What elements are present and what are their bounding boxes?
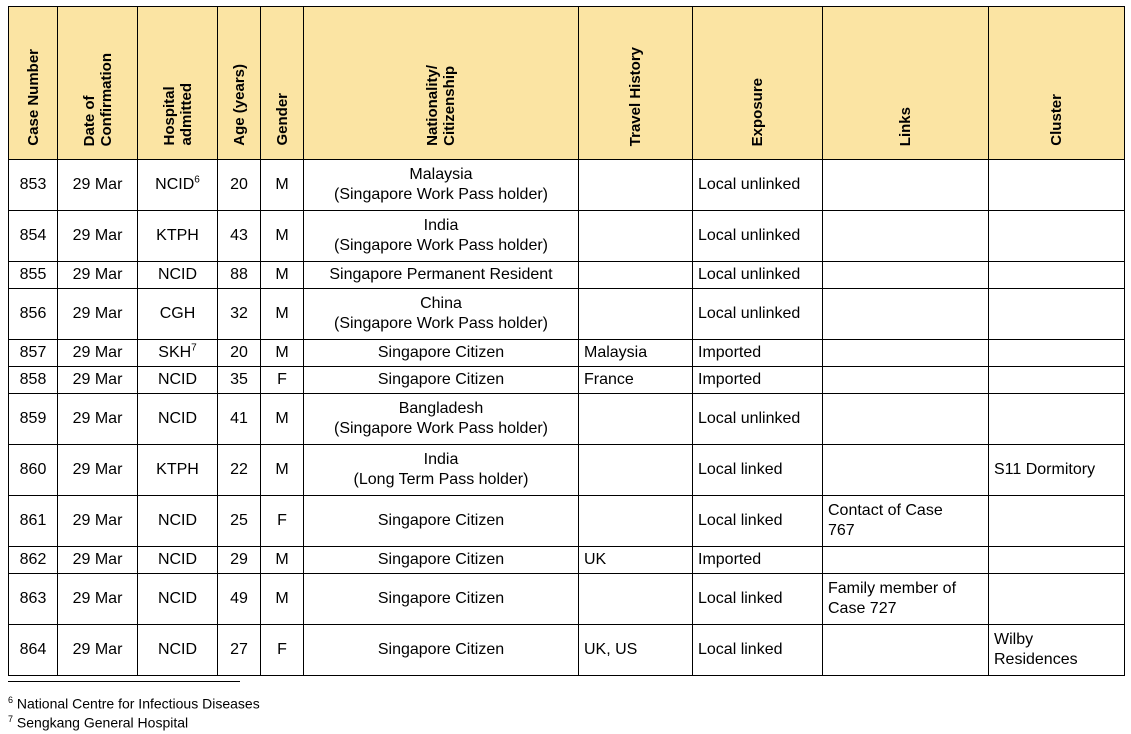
cell-travel-history: [579, 211, 693, 262]
cell-nationality: [304, 289, 579, 340]
header-hospital-admitted: Hospital admitted: [138, 7, 218, 160]
header-cluster: Cluster: [989, 7, 1125, 160]
table-row: [9, 340, 1125, 367]
cell-cluster: [989, 574, 1125, 625]
footnote-marker: 7: [191, 342, 197, 354]
cell-hospital: [138, 367, 218, 394]
cell-age: 49: [218, 574, 261, 625]
cell-gender: M: [261, 262, 304, 289]
cell-cluster-line: Wilby: [994, 631, 1034, 648]
cell-travel-history: [579, 289, 693, 340]
cell-hospital: [138, 547, 218, 574]
cell-travel-history: UK: [579, 547, 693, 574]
header-exposure: Exposure: [693, 7, 823, 160]
table-row: [9, 625, 1125, 676]
cell-case-number: 860: [9, 445, 58, 496]
cell-exposure: Local unlinked: [693, 394, 823, 445]
cell-case-number: 854: [9, 211, 58, 262]
cell-travel-history: [579, 445, 693, 496]
cell-case-number: 861: [9, 496, 58, 547]
cell-case-number: 862: [9, 547, 58, 574]
cell-cluster-line: Residences: [994, 651, 1078, 668]
header-date-of-confirmation: Date of Confirmation: [58, 7, 138, 160]
cell-nationality-line: (Singapore Work Pass holder): [333, 186, 549, 203]
cell-nationality-line: Singapore Permanent Resident: [329, 266, 553, 283]
cell-cluster: [989, 394, 1125, 445]
cell-nationality-line: Singapore Citizen: [377, 551, 505, 568]
cell-nationality: [304, 160, 579, 211]
cell-cluster: [989, 625, 1125, 676]
cell-exposure: Local linked: [693, 625, 823, 676]
cell-links-line: Family member of: [828, 580, 957, 597]
cell-date: 29 Mar: [58, 445, 138, 496]
cell-date: 29 Mar: [58, 547, 138, 574]
cell-date: 29 Mar: [58, 367, 138, 394]
cell-cluster: [989, 262, 1125, 289]
case-table: [8, 6, 1125, 676]
header-row: [9, 7, 1125, 160]
cell-nationality: [304, 445, 579, 496]
cell-links: [823, 160, 989, 211]
cell-nationality-line: China: [420, 295, 462, 312]
table-row: [9, 211, 1125, 262]
cell-age: 22: [218, 445, 261, 496]
footnote-7: $^7$ Sengkang General Hospital: [8, 714, 189, 731]
cell-date: 29 Mar: [58, 160, 138, 211]
cell-exposure: Local linked: [693, 496, 823, 547]
table-row: [9, 547, 1125, 574]
table-row: [9, 367, 1125, 394]
cell-date: 29 Mar: [58, 574, 138, 625]
cell-nationality-line: India: [423, 217, 459, 234]
table-row: [9, 289, 1125, 340]
cell-links: [823, 289, 989, 340]
cell-travel-history: [579, 160, 693, 211]
hospital-code: NCID: [155, 176, 195, 193]
cell-gender: M: [261, 160, 304, 211]
cell-travel-history: Malaysia: [579, 340, 693, 367]
cell-age: 32: [218, 289, 261, 340]
cell-age: 41: [218, 394, 261, 445]
cell-gender: M: [261, 289, 304, 340]
hospital-code: KTPH: [156, 461, 199, 478]
hospital-code: NCID: [157, 590, 198, 607]
cell-nationality-line: (Singapore Work Pass holder): [333, 420, 549, 437]
table-row: [9, 394, 1125, 445]
cell-cluster: [989, 340, 1125, 367]
cell-nationality: [304, 394, 579, 445]
cell-age: 20: [218, 340, 261, 367]
footnote-6: $^6$ National Centre for Infectious Diseases: [8, 695, 260, 712]
cell-hospital: [138, 160, 218, 211]
hospital-code: NCID: [157, 551, 198, 568]
table-row: [9, 445, 1125, 496]
cell-exposure: Local unlinked: [693, 211, 823, 262]
cell-hospital: [138, 496, 218, 547]
cell-nationality: [304, 574, 579, 625]
hospital-code: NCID: [157, 371, 198, 388]
header-case-number: Case Number: [9, 7, 58, 160]
cell-case-number: 853: [9, 160, 58, 211]
table-body: [9, 160, 1125, 676]
cell-hospital: [138, 625, 218, 676]
cell-gender: M: [261, 547, 304, 574]
cell-cluster: [989, 445, 1125, 496]
cell-links: [823, 367, 989, 394]
cell-hospital: [138, 262, 218, 289]
table-row: [9, 574, 1125, 625]
cell-nationality-line: Singapore Citizen: [377, 371, 505, 388]
cell-links: [823, 547, 989, 574]
cell-case-number: 863: [9, 574, 58, 625]
cell-age: 25: [218, 496, 261, 547]
cell-case-number: 864: [9, 625, 58, 676]
cell-nationality: [304, 625, 579, 676]
cell-nationality-line: Singapore Citizen: [377, 590, 505, 607]
cell-hospital: [138, 340, 218, 367]
header-travel-history: Travel History: [579, 7, 693, 160]
cell-nationality-line: Singapore Citizen: [377, 641, 505, 658]
cell-date: 29 Mar: [58, 496, 138, 547]
cell-cluster: [989, 496, 1125, 547]
cell-date: 29 Mar: [58, 262, 138, 289]
cell-travel-history: UK, US: [579, 625, 693, 676]
header-links: Links: [823, 7, 989, 160]
cell-exposure: Local unlinked: [693, 160, 823, 211]
cell-links: [823, 340, 989, 367]
cell-date: 29 Mar: [58, 211, 138, 262]
cell-links: [823, 445, 989, 496]
cell-hospital: [138, 211, 218, 262]
cell-hospital: [138, 574, 218, 625]
cell-travel-history: [579, 394, 693, 445]
cell-exposure: Imported: [693, 367, 823, 394]
cell-nationality: [304, 211, 579, 262]
cell-nationality-line: (Singapore Work Pass holder): [333, 315, 549, 332]
cell-cluster: [989, 547, 1125, 574]
cell-links-line: 767: [828, 522, 855, 539]
cell-date: 29 Mar: [58, 625, 138, 676]
cell-exposure: Local linked: [693, 574, 823, 625]
cell-nationality: [304, 547, 579, 574]
table-row: [9, 160, 1125, 211]
cell-gender: F: [261, 496, 304, 547]
cell-links-line: Case 727: [828, 600, 897, 617]
cell-links: [823, 625, 989, 676]
cell-exposure: Local unlinked: [693, 289, 823, 340]
cell-links: [823, 496, 989, 547]
cell-age: 43: [218, 211, 261, 262]
cell-links: [823, 262, 989, 289]
cell-date: 29 Mar: [58, 394, 138, 445]
cell-gender: M: [261, 211, 304, 262]
hospital-code: NCID: [157, 512, 198, 529]
cell-links-line: Contact of Case: [828, 502, 943, 519]
header-age: Age (years): [218, 7, 261, 160]
footnote-marker: 6: [194, 174, 200, 186]
hospital-code: CGH: [159, 305, 196, 322]
hospital-code: KTPH: [156, 227, 199, 244]
cell-exposure: Local unlinked: [693, 262, 823, 289]
cell-gender: F: [261, 625, 304, 676]
cell-date: 29 Mar: [58, 289, 138, 340]
cell-hospital: [138, 445, 218, 496]
cell-gender: M: [261, 445, 304, 496]
cell-nationality: [304, 262, 579, 289]
cell-gender: M: [261, 340, 304, 367]
cell-cluster: [989, 367, 1125, 394]
cell-cluster-line: S11 Dormitory: [994, 461, 1096, 478]
cell-nationality-line: India: [423, 451, 459, 468]
cell-nationality-line: (Long Term Pass holder): [353, 471, 529, 488]
cell-exposure: Imported: [693, 340, 823, 367]
cell-case-number: 856: [9, 289, 58, 340]
cell-gender: F: [261, 367, 304, 394]
cell-gender: M: [261, 574, 304, 625]
cell-links: [823, 574, 989, 625]
cell-gender: M: [261, 394, 304, 445]
cell-age: 29: [218, 547, 261, 574]
cell-cluster: [989, 160, 1125, 211]
cell-age: 27: [218, 625, 261, 676]
table-row: [9, 262, 1125, 289]
cell-cluster: [989, 211, 1125, 262]
cell-nationality: [304, 340, 579, 367]
cell-nationality: [304, 496, 579, 547]
hospital-code: NCID: [157, 266, 198, 283]
cell-age: 20: [218, 160, 261, 211]
header-gender: Gender: [261, 7, 304, 160]
hospital-code: NCID: [157, 410, 198, 427]
cell-links: [823, 394, 989, 445]
cell-exposure: Local linked: [693, 445, 823, 496]
cell-nationality-line: Bangladesh: [398, 400, 484, 417]
cell-hospital: [138, 289, 218, 340]
cell-cluster: [989, 289, 1125, 340]
cell-case-number: 858: [9, 367, 58, 394]
cell-age: 88: [218, 262, 261, 289]
cell-case-number: 857: [9, 340, 58, 367]
cell-nationality-line: (Singapore Work Pass holder): [333, 237, 549, 254]
cell-travel-history: [579, 262, 693, 289]
footnote-divider: [8, 681, 240, 682]
cell-hospital: [138, 394, 218, 445]
cell-travel-history: France: [579, 367, 693, 394]
cell-nationality-line: Malaysia: [409, 166, 473, 183]
cell-date: 29 Mar: [58, 340, 138, 367]
table-row: [9, 496, 1125, 547]
header-nationality: Nationality/ Citizenship: [304, 7, 579, 160]
cell-nationality: [304, 367, 579, 394]
cell-travel-history: [579, 574, 693, 625]
cell-nationality-line: Singapore Citizen: [377, 512, 505, 529]
cell-case-number: 859: [9, 394, 58, 445]
cell-travel-history: [579, 496, 693, 547]
cell-nationality-line: Singapore Citizen: [377, 344, 505, 361]
hospital-code: NCID: [157, 641, 198, 658]
hospital-code: SKH: [158, 344, 192, 361]
cell-age: 35: [218, 367, 261, 394]
cell-case-number: 855: [9, 262, 58, 289]
cell-links: [823, 211, 989, 262]
cell-exposure: Imported: [693, 547, 823, 574]
